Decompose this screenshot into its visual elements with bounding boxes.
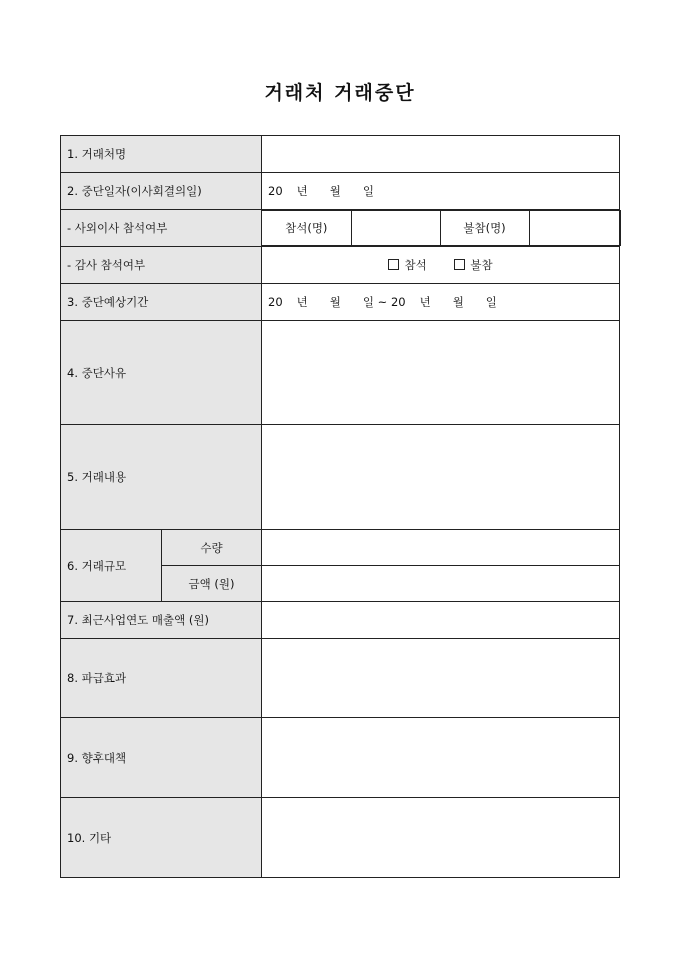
value-content[interactable] [262, 425, 620, 530]
label-outside-directors: - 사외이사 참석여부 [61, 210, 262, 247]
value-auditor [262, 247, 620, 284]
value-expected-period[interactable]: 20 년 월 일 ~ 20 년 월 일 [262, 284, 620, 321]
row-outside-directors [61, 210, 620, 247]
absent-count-input[interactable] [529, 211, 620, 246]
label-stop-date: 2. 중단일자(이사회결의일) [61, 173, 262, 210]
attend-checkbox-icon[interactable] [388, 259, 399, 270]
value-name[interactable] [262, 136, 620, 173]
value-scale-amount[interactable] [262, 566, 620, 602]
value-stop-date[interactable] [262, 173, 620, 210]
stop-date-day-unit: 일 [362, 184, 374, 198]
stop-date-month-unit: 월 [329, 184, 341, 198]
label-plan: 9. 향후대책 [61, 718, 262, 798]
value-reason[interactable] [262, 321, 620, 425]
label-name: 1. 거래처명 [61, 136, 262, 173]
absent-count-label: 불참(명) [440, 211, 529, 246]
label-scale-qty: 수량 [162, 530, 262, 566]
label-recent-sales: 7. 최근사업연도 매출액 (원) [61, 602, 262, 639]
label-expected-period: 3. 중단예상기간 [61, 284, 262, 321]
label-reason: 4. 중단사유 [61, 321, 262, 425]
row-name [61, 136, 620, 173]
label-scale: 6. 거래규모 [61, 530, 162, 602]
label-auditor: - 감사 참석여부 [61, 247, 262, 284]
row-auditor [61, 247, 620, 284]
row-reason [61, 321, 620, 425]
document-title: 거래처 거래중단 [264, 82, 416, 104]
value-etc[interactable] [262, 798, 620, 878]
value-effect[interactable] [262, 639, 620, 718]
row-etc [61, 798, 620, 878]
label-content: 5. 거래내용 [61, 425, 262, 530]
stop-date-year-prefix: 20 [268, 184, 283, 198]
value-plan[interactable] [262, 718, 620, 798]
row-expected-period [61, 284, 620, 321]
row-plan [61, 718, 620, 798]
label-etc: 10. 기타 [61, 798, 262, 878]
label-effect: 8. 파급효과 [61, 639, 262, 718]
attend-count-label: 참석(명) [262, 211, 351, 246]
row-effect [61, 639, 620, 718]
row-stop-date [61, 173, 620, 210]
auditor-absent-option[interactable]: 불참 [454, 257, 492, 273]
value-recent-sales[interactable] [262, 602, 620, 639]
row-scale-qty [61, 530, 620, 566]
period-tilde: ~ [377, 295, 388, 309]
label-scale-amount: 금액 (원) [162, 566, 262, 602]
attend-count-input[interactable] [351, 211, 440, 246]
value-scale-qty[interactable] [262, 530, 620, 566]
stop-date-year-unit: 년 [296, 184, 308, 198]
absent-checkbox-icon[interactable] [454, 259, 465, 270]
row-content [61, 425, 620, 530]
auditor-attend-option[interactable]: 참석 [388, 257, 426, 273]
row-recent-sales [61, 602, 620, 639]
form-table [60, 135, 620, 878]
